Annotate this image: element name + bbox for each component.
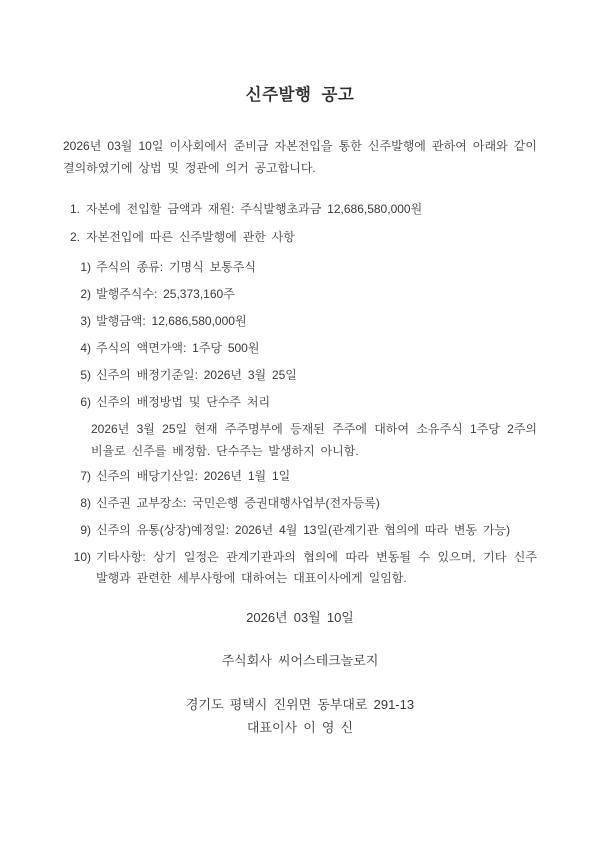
item-text: 신주의 배정기준일: 2026년 3월 25일 [96, 368, 297, 382]
issue-date: 2026년 03월 10일 [246, 610, 354, 625]
item-text: 발행금액: 12,686,580,000원 [96, 314, 247, 328]
company-address: 경기도 평택시 진위면 동부대로 291-13 [185, 697, 415, 712]
subitem-share-count [63, 284, 537, 305]
intro-paragraph: 2026년 03월 10일 이사회에서 준비금 자본전입을 통한 신주발행에 관하여 아래와 같이 결의하였기에 상법 및 정관에 의거 공고합니다. [63, 139, 537, 175]
item-number: 2. [70, 230, 81, 244]
subitem-share-type [63, 257, 537, 278]
ceo-name: 대표이사 이 영 신 [246, 720, 354, 735]
item-text: 신주의 유통(상장)예정일: 2026년 4월 13일(관계기관 협의에 따라 변동 가능) [96, 523, 511, 537]
item-number: 5) [80, 368, 91, 382]
document-title: 신주발행 공고 [245, 86, 355, 104]
item-number: 7) [80, 469, 91, 483]
subitem-other-matters [63, 547, 537, 589]
item-text: 주식의 종류: 기명식 보통주식 [96, 260, 256, 274]
item-text: 기타사항: 상기 일정은 관계기관과의 협의에 따라 변동될 수 있으며, 기타 신주 발행과 관련한 세부사항에 대하여는 대표이사에게 일임함. [96, 550, 537, 585]
subitem-dividend-date [63, 466, 537, 487]
item-text: 발행주식수: 25,373,160주 [96, 287, 235, 301]
item-number: 1) [80, 260, 91, 274]
item-number: 4) [80, 341, 91, 355]
list-item-capital [63, 202, 537, 217]
subitem-listing-date [63, 520, 537, 541]
item-number: 2) [80, 287, 91, 301]
item-number: 10) [73, 550, 91, 564]
item-text: 주식의 액면가액: 1주당 500원 [96, 341, 260, 355]
item-text: 자본전입에 따른 신주발행에 관한 사항 [86, 230, 295, 244]
subitem-par-value [63, 338, 537, 359]
item-text: 신주권 교부장소: 국민은행 증권대행사업부(전자등록) [96, 496, 380, 510]
subitem-record-date [63, 365, 537, 386]
list-item-issuance-matters [63, 230, 537, 245]
item-text: 신주의 배당기산일: 2026년 1월 1일 [96, 469, 291, 483]
item-number: 3) [80, 314, 91, 328]
item-text: 신주의 배정방법 및 단수주 처리 [96, 395, 271, 409]
item-text: 자본에 전입할 금액과 재원: 주식발행초과금 12,686,580,000원 [86, 202, 423, 216]
subitem-issue-amount [63, 311, 537, 332]
allotment-note: 2026년 3월 25일 현재 주주명부에 등재된 주주에 대하여 소유주식 1주당 2주의 비율로 신주를 배정함. 단수주는 발생하지 아니함. [91, 422, 537, 458]
subitem-certificate-place [63, 493, 537, 514]
item-number: 6) [80, 395, 91, 409]
item-number: 8) [80, 496, 91, 510]
subitem-allotment-method [63, 392, 537, 413]
company-name: 주식회사 씨어스테크놀로지 [221, 653, 379, 668]
item-number: 1. [70, 202, 81, 216]
item-number: 9) [80, 523, 91, 537]
